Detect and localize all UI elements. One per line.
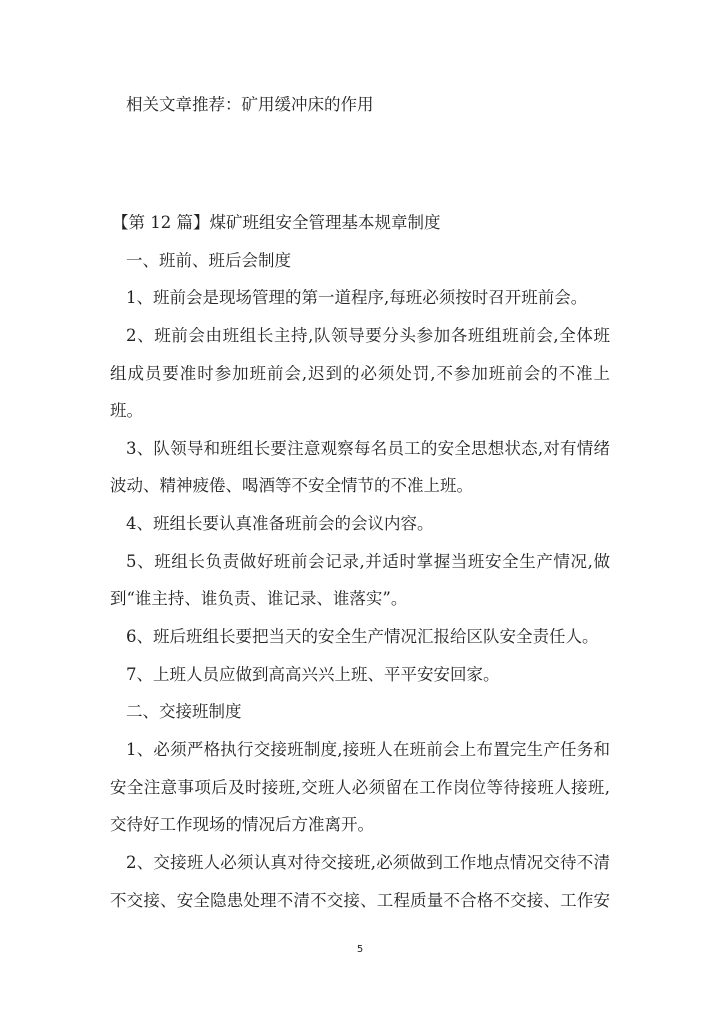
paragraph-line: 一、班前、班后会制度 (126, 250, 291, 270)
paragraph-line: 6、班后班组长要把当天的安全生产情况汇报给区队安全责任人。 (126, 627, 599, 647)
related-article-link: 相关文章推荐：矿用缓冲床的作用 (126, 95, 374, 114)
paragraph-line: 3、队领导和班组长要注意观察每名员工的安全思想状态,对有情绪 (126, 438, 610, 458)
paragraph-line: 波动、精神疲倦、喝酒等不安全情节的不准上班。 (110, 476, 473, 496)
article-title: 【第 12 篇】煤矿班组安全管理基本规章制度 (112, 213, 441, 232)
paragraph-line: 交待好工作现场的情况后方准离开。 (110, 815, 374, 835)
paragraph-line: 4、班组长要认真准备班前会的会议内容。 (126, 514, 434, 534)
paragraph-line: 7、上班人员应做到高高兴兴上班、平平安安回家。 (126, 664, 500, 684)
paragraph-line: 1、班前会是现场管理的第一道程序,每班必须按时召开班前会。 (126, 288, 588, 308)
document-body (0, 213, 720, 928)
paragraph-line: 班。 (110, 401, 143, 421)
paragraph-line: 5、班组长负责做好班前会记录,并适时掌握当班安全生产情况,做 (126, 551, 610, 571)
paragraph-line: 到“谁主持、谁负责、谁记录、谁落实”。 (110, 589, 408, 609)
paragraph-line: 2、交接班人必须认真对待交接班,必须做到工作地点情况交待不清 (126, 852, 610, 872)
paragraph-line: 二、交接班制度 (126, 702, 242, 722)
paragraph-line: 不交接、安全隐患处理不清不交接、工程质量不合格不交接、工作安 (110, 890, 610, 910)
paragraph-line: 安全注意事项后及时接班,交班人必须留在工作岗位等待接班人接班, (110, 777, 610, 797)
page-number: 5 (356, 944, 364, 955)
paragraph-line: 2、班前会由班组长主持,队领导要分头参加各班组班前会,全体班 (126, 325, 610, 345)
paragraph-line: 组成员要准时参加班前会,迟到的必须处罚,不参加班前会的不准上 (110, 363, 610, 383)
paragraph-line: 1、必须严格执行交接班制度,接班人在班前会上布置完生产任务和 (126, 739, 610, 759)
